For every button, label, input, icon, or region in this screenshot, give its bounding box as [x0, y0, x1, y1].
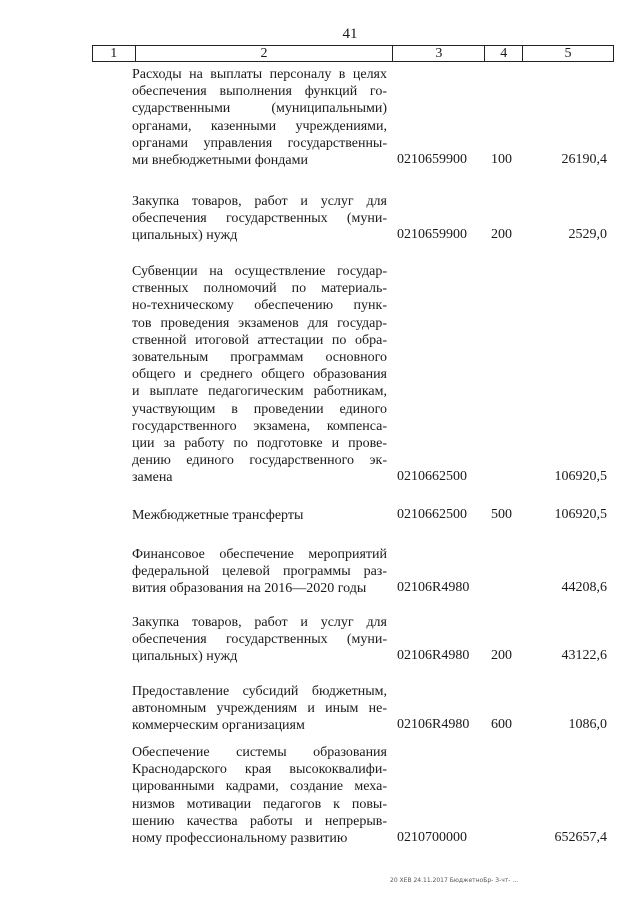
- row-description: [132, 66, 387, 169]
- description-line: замена: [132, 470, 173, 486]
- row-description: [132, 263, 387, 487]
- row-sum: 2529,0: [568, 227, 607, 243]
- row-description: [132, 546, 387, 598]
- description-line: Субвенции на осуществление государ-: [132, 264, 387, 279]
- description-line: федеральной целевой программы раз-: [132, 564, 387, 580]
- description-line: шению качества работы и непрерыв-: [132, 813, 387, 829]
- description-line: Расходы на выплаты персоналу в целях: [132, 67, 387, 82]
- row-sum: 26190,4: [561, 152, 607, 167]
- column-header-2: 2: [135, 46, 393, 62]
- description-line: ственных полномочий по материаль-: [132, 281, 387, 297]
- description-line: общего и среднего общего образования: [132, 367, 387, 383]
- description-line: Краснодарского края высококвалифи-: [132, 762, 387, 778]
- description-line: обеспечения государственных (муни-: [132, 632, 387, 648]
- description-line: обеспечения выполнения функций го-: [132, 84, 387, 100]
- column-header-3: 3: [393, 46, 485, 62]
- row-sum: 1086,0: [568, 717, 607, 733]
- column-header-table: [92, 45, 614, 62]
- description-line: зовательным программам основного: [132, 350, 387, 366]
- row-description: [132, 507, 387, 524]
- description-line: ному профессиональному развитию: [132, 831, 348, 847]
- description-line: органами управления государственны-: [132, 135, 387, 151]
- row-sum: 43122,6: [561, 648, 607, 664]
- description-line: Закупка товаров, работ и услуг для: [132, 615, 387, 630]
- description-line: ципальных) нужд: [132, 228, 238, 244]
- row-code: 02106R4980: [397, 717, 470, 733]
- description-line: Межбюджетные трансферты: [132, 508, 304, 523]
- row-expense-type: 100: [491, 152, 512, 167]
- description-line: автономным учреждениям и иным не-: [132, 701, 387, 717]
- description-line: органами, казенными учреждениями,: [132, 118, 387, 134]
- description-line: ции за работу по подготовке и прове-: [132, 436, 387, 452]
- row-expense-type: 200: [491, 227, 512, 243]
- row-code: 0210662500: [397, 469, 467, 485]
- row-code: 0210659900: [397, 152, 467, 167]
- row-code: 02106R4980: [397, 648, 470, 664]
- description-line: сударственными (муниципальными): [132, 101, 387, 117]
- description-line: тов проведения экзаменов для государ-: [132, 315, 387, 331]
- description-line: ми внебюджетными фондами: [132, 153, 308, 169]
- description-line: и выплате педагогическим работникам,: [132, 384, 387, 400]
- description-line: низмов мотивации педагогов к повы-: [132, 796, 387, 812]
- row-expense-type: 500: [491, 507, 512, 522]
- row-sum: 106920,5: [554, 469, 607, 485]
- description-line: государственного экзамена, компенса-: [132, 418, 387, 434]
- description-line: ципальных) нужд: [132, 649, 238, 665]
- description-line: коммерческим организациям: [132, 718, 305, 734]
- row-sum: 106920,5: [554, 507, 607, 522]
- column-header-4: 4: [485, 46, 523, 62]
- description-line: но-техническому обеспечению пунк-: [132, 298, 387, 314]
- description-line: участвующим в проведении единого: [132, 401, 387, 417]
- description-line: Предоставление субсидий бюджетным,: [132, 684, 387, 699]
- description-line: Закупка товаров, работ и услуг для: [132, 194, 387, 209]
- description-line: дению единого государственного эк-: [132, 453, 387, 469]
- column-header-1: 1: [93, 46, 136, 62]
- row-code: 0210662500: [397, 507, 467, 522]
- row-description: [132, 683, 387, 735]
- row-expense-type: 200: [491, 648, 512, 664]
- description-line: вития образования на 2016—2020 годы: [132, 581, 367, 597]
- footer-stamp: 20 XEB 24.11.2017 БюджетноБр- 3-чт- ...: [390, 877, 519, 884]
- row-description: [132, 193, 387, 245]
- column-header-5: 5: [523, 46, 614, 62]
- description-line: Обеспечение системы образования: [132, 745, 387, 760]
- description-line: обеспечения государственных (муни-: [132, 211, 387, 227]
- row-description: [132, 744, 387, 847]
- row-sum: 652657,4: [554, 830, 607, 845]
- description-line: ственной итоговой аттестации по обра-: [132, 332, 387, 348]
- row-code: 0210659900: [397, 227, 467, 243]
- row-sum: 44208,6: [561, 580, 607, 596]
- row-code: 02106R4980: [397, 580, 470, 596]
- description-line: цированными кадрами, создание меха-: [132, 779, 387, 795]
- row-description: [132, 614, 387, 666]
- row-expense-type: 600: [491, 717, 512, 733]
- page-number: 41: [342, 26, 358, 42]
- description-line: Финансовое обеспечение мероприятий: [132, 547, 387, 562]
- row-code: 0210700000: [397, 830, 467, 845]
